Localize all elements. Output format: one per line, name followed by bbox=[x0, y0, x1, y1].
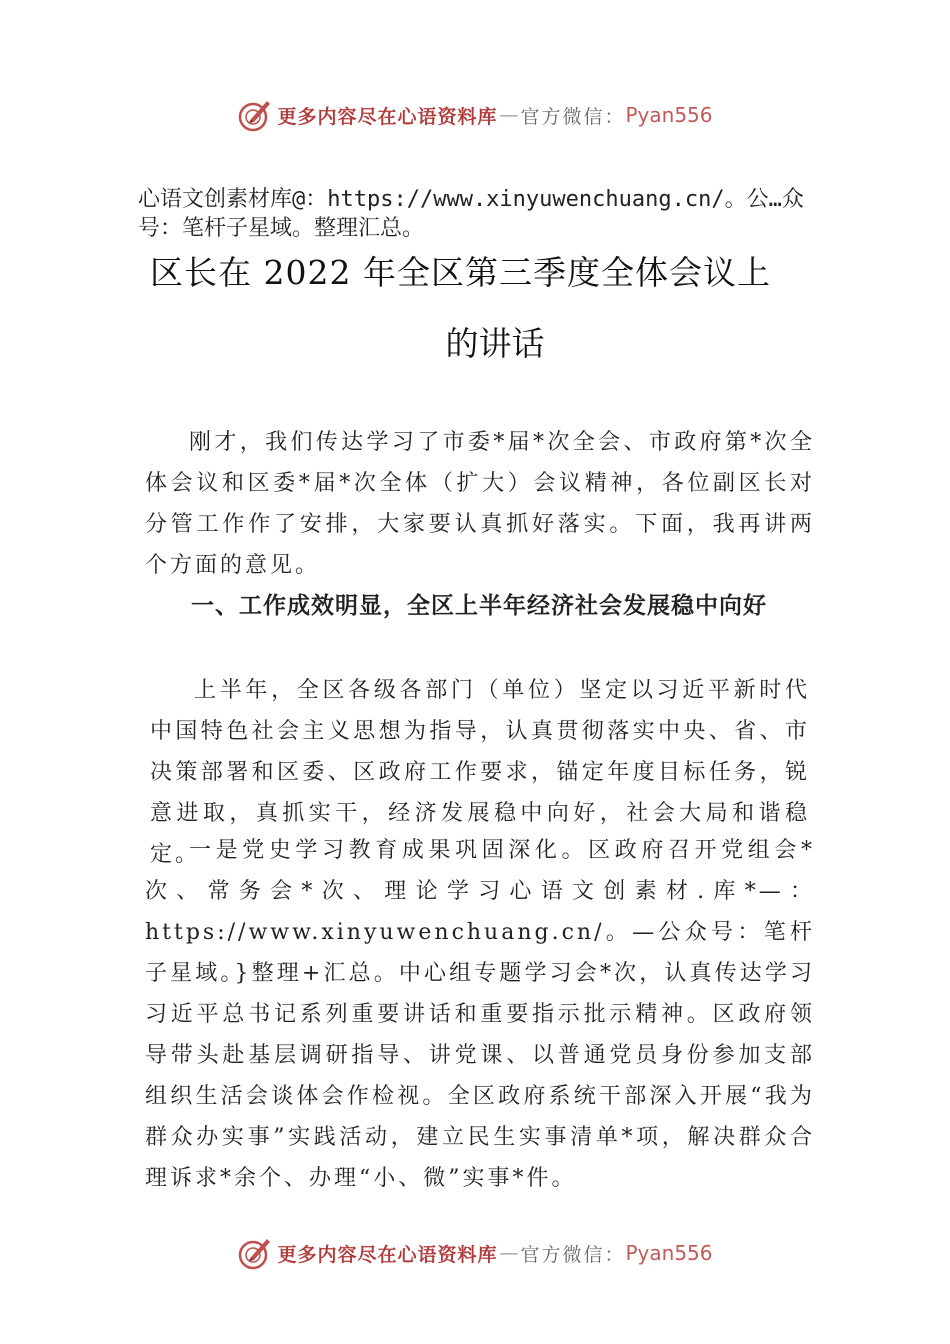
banner-main-text: 更多内容尽在心语资料库 bbox=[277, 1243, 498, 1266]
banner-wechat-label: 官方微信： bbox=[520, 1243, 626, 1266]
title-line-1: 区长在 2022 年全区第三季度全体会议上 bbox=[150, 253, 771, 292]
pen-logo-icon bbox=[237, 97, 273, 133]
banner-separator: — bbox=[499, 104, 519, 126]
paragraph-party-history: 一是党史学习教育成果巩固深化。区政府召开党组会*次、常务会*次、理论学习心语文创素材.库*—：https://www.xinyuwenchuang.cn/。—公众号：笔杆子星域。}整理+汇总。中心组专题学习会*次，认真传达学习习近平总书记系列重要讲话和重要指示批示精神。区政府领导带头赴基层调研指导、讲党课、以普通党员身份参加支部组织生活会谈体会作检视。全区政府系统干部深入开展“我为群众办实事”实践活动，建立民生实事清单*项，解决群众合理诉求*余个、办理“小、微”实事*件。 bbox=[145, 838, 815, 1191]
footer-banner bbox=[0, 1233, 950, 1273]
header-banner bbox=[0, 95, 950, 135]
banner-wechat-label: 官方微信： bbox=[520, 105, 626, 128]
paragraph-first-half: 上半年，全区各级各部门（单位）坚定以习近平新时代中国特色社会主义思想为指导，认真贯彻落实中央、省、市决策部署和区委、区政府工作要求，锚定年度目标任务，锐意进取，真抓实干，经济发展稳中向好，社会大局和谐稳定。 bbox=[150, 678, 810, 867]
pen-logo-icon bbox=[237, 1235, 273, 1271]
source-note: 心语文创素材库@：https://www.xinyuwenchuang.cn/。公…众号：笔杆子星域。整理汇总。 bbox=[138, 187, 804, 241]
banner-wechat-id: Pyan556 bbox=[625, 103, 713, 127]
title-line-2: 的讲话 bbox=[445, 324, 545, 363]
paragraph-intro: 刚才，我们传达学习了市委*届*次全会、市政府第*次全体会议和区委*届*次全体（扩大）会议精神，各位副区长对分管工作作了安排，大家要认真抓好落实。下面，我再讲两个方面的意见。 bbox=[145, 430, 815, 578]
section-heading-1: 一、工作成效明显，全区上半年经济社会发展稳中向好 bbox=[191, 593, 767, 619]
banner-separator: — bbox=[499, 1242, 519, 1264]
banner-wechat-id: Pyan556 bbox=[625, 1241, 713, 1265]
banner-main-text: 更多内容尽在心语资料库 bbox=[277, 105, 498, 128]
